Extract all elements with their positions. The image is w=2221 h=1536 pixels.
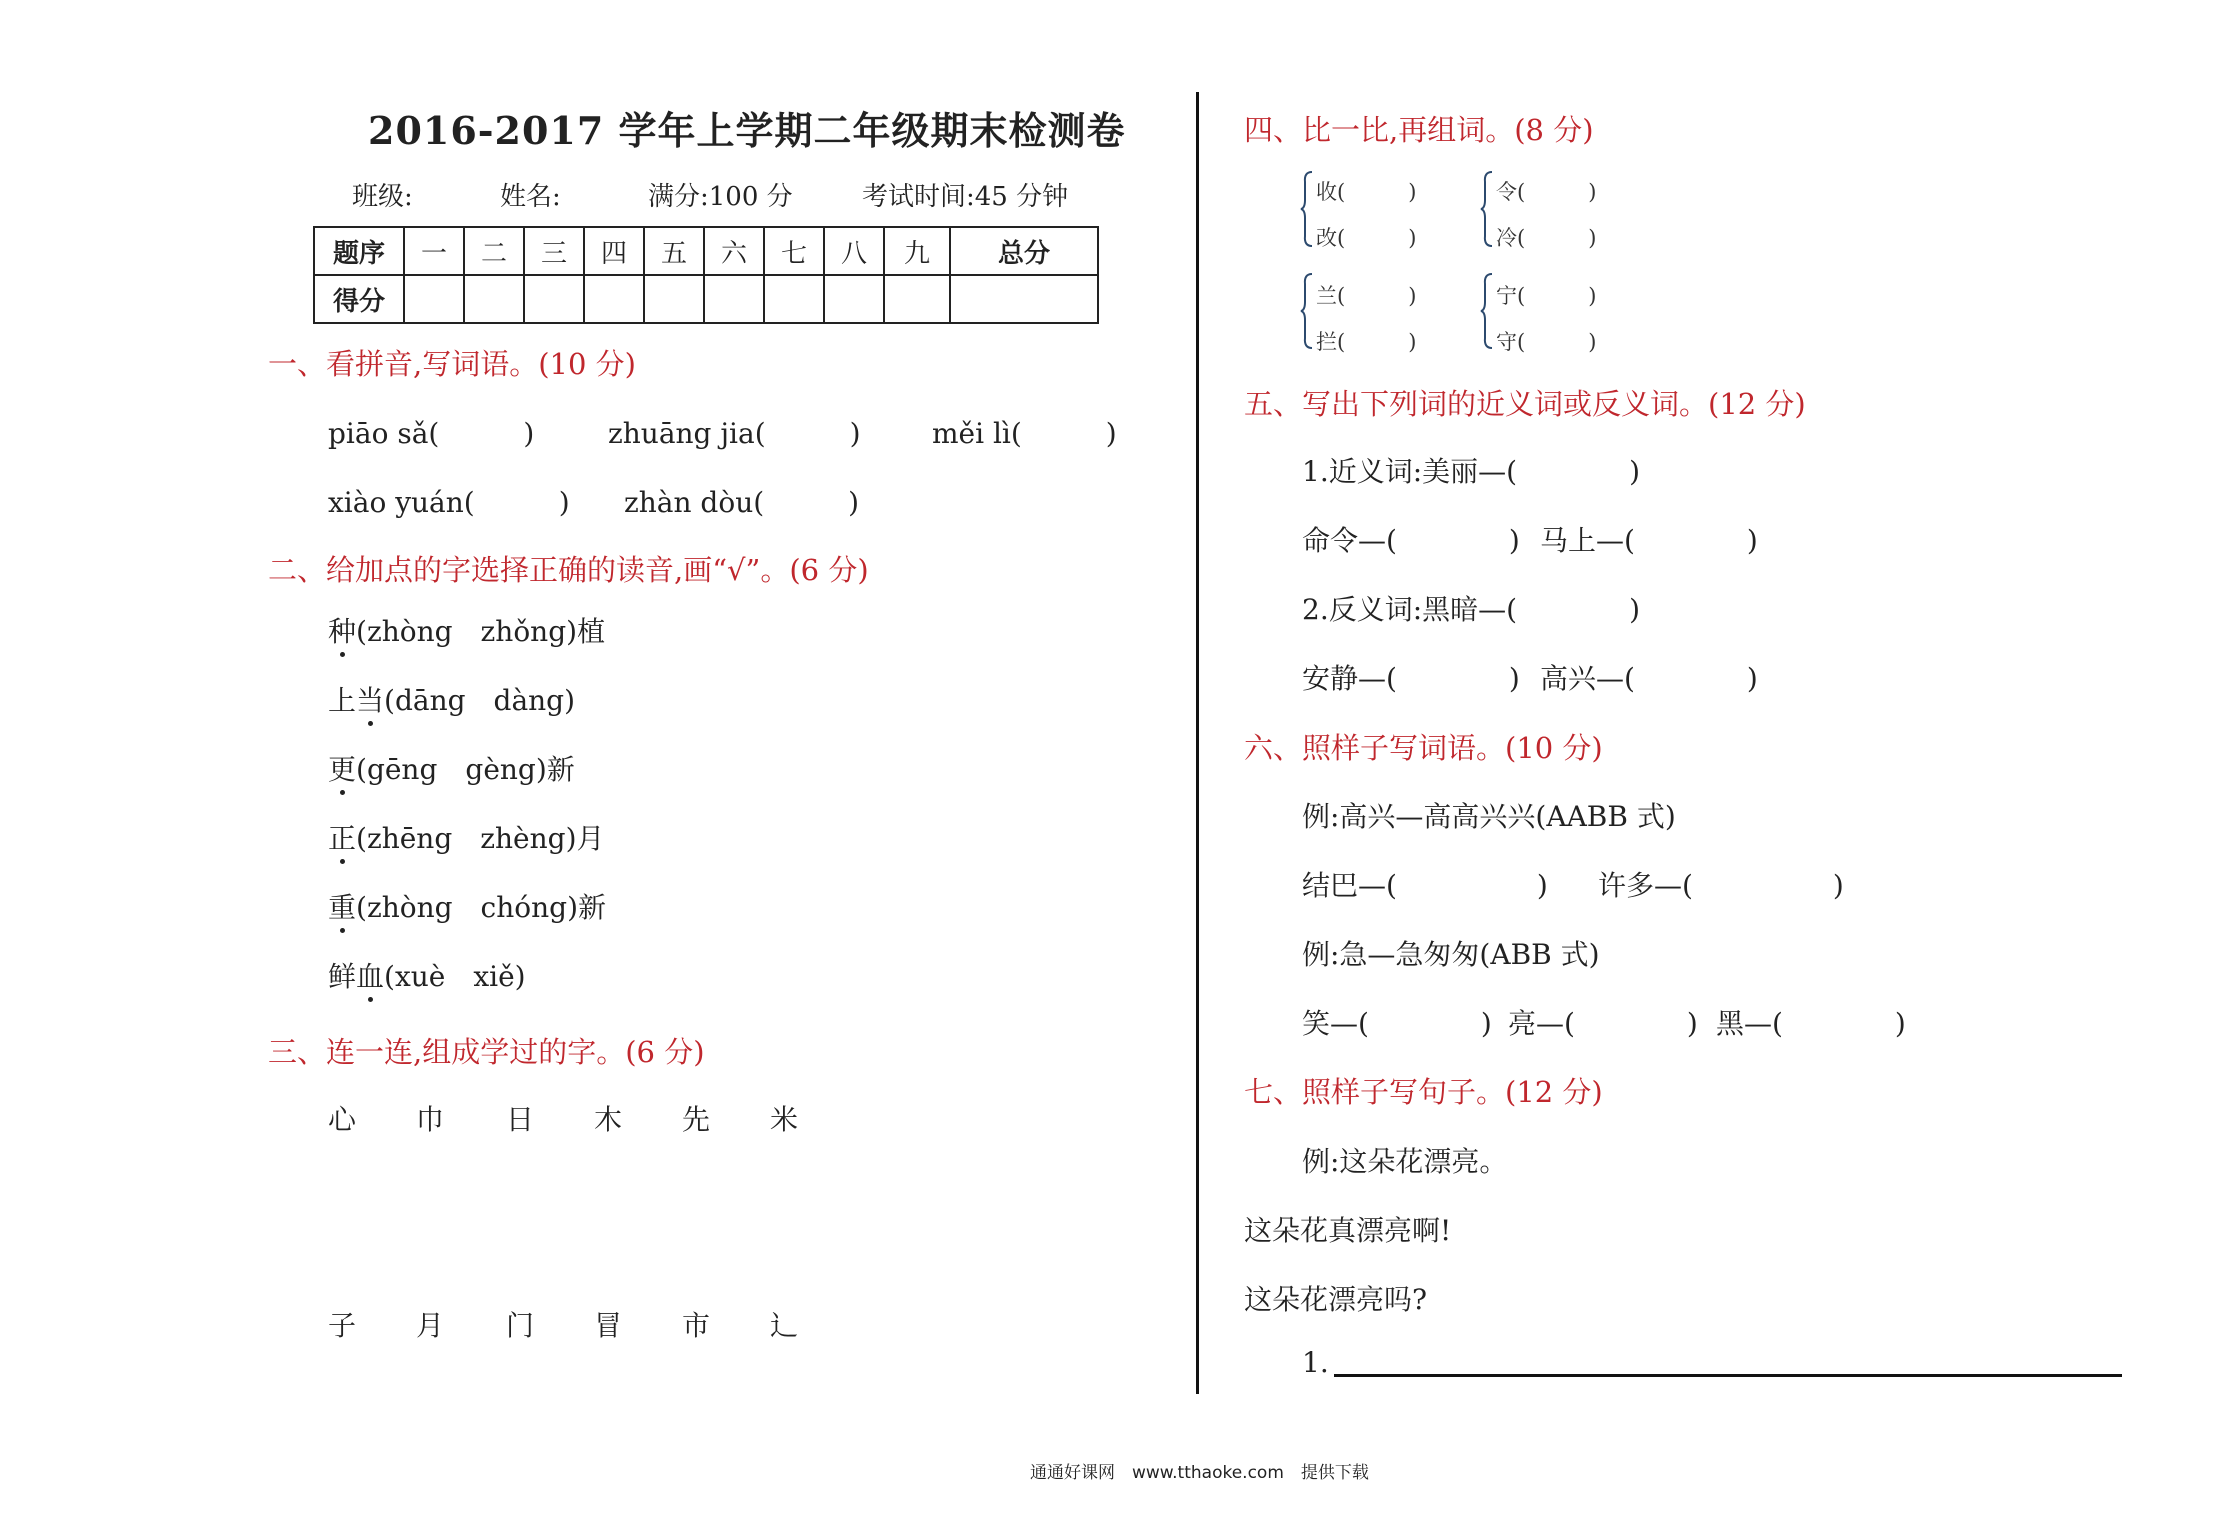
- column-divider: [1196, 92, 1199, 1394]
- row-header-score: 得分: [314, 275, 404, 323]
- match-bottom-char[interactable]: 门: [506, 1309, 535, 1342]
- pinyin-item: xiào yuán( ): [328, 486, 570, 519]
- compare-word: 宁( ): [1496, 284, 1597, 308]
- compare-word: 收( ): [1316, 180, 1417, 204]
- reading-options: (dāng dàng): [384, 684, 576, 717]
- score-cell[interactable]: [404, 275, 464, 323]
- synonym-line: 1.近义词:美丽—( ): [1302, 455, 1640, 488]
- match-top-char[interactable]: 米: [770, 1103, 799, 1136]
- section4-heading: 四、比一比,再组词。(8 分): [1244, 113, 1594, 147]
- class-label: 班级:: [352, 182, 413, 212]
- footer-text: 通通好课网 www.tthaoke.com 提供下载: [1030, 1463, 1369, 1483]
- col-5: 五: [644, 227, 704, 275]
- word-item: 笑—( ): [1302, 1007, 1492, 1040]
- compare-word: 改( ): [1316, 226, 1417, 250]
- reading-item: [328, 817, 605, 857]
- antonym-line: 2.反义词:黑暗—( ): [1302, 593, 1640, 626]
- question-number: 1.: [1302, 1346, 1329, 1379]
- page-title: 2016-2017 学年上学期二年级期末检测卷: [368, 108, 1126, 153]
- score-cell[interactable]: [464, 275, 524, 323]
- section3-heading: 三、连一连,组成学过的字。(6 分): [268, 1035, 705, 1069]
- reading-options: (zhòng zhǒng)植: [356, 615, 606, 648]
- score-cell[interactable]: [884, 275, 950, 323]
- word-item: 黑—( ): [1716, 1007, 1906, 1040]
- col-9: 九: [884, 227, 950, 275]
- match-top-char[interactable]: 木: [594, 1103, 623, 1136]
- match-bottom-char[interactable]: 冒: [594, 1309, 623, 1342]
- row-header-order: 题序: [314, 227, 404, 275]
- example-line: 例:急—急匆匆(ABB 式): [1302, 938, 1600, 971]
- reading-options: (gēng gèng)新: [356, 753, 575, 786]
- score-cell[interactable]: [704, 275, 764, 323]
- left-brace-icon: [1480, 272, 1494, 350]
- left-brace-icon: [1300, 272, 1314, 350]
- word-item: 亮—( ): [1508, 1007, 1698, 1040]
- score-cell[interactable]: [824, 275, 884, 323]
- score-cell[interactable]: [644, 275, 704, 323]
- dotted-char: 重: [328, 891, 357, 924]
- match-top-char[interactable]: 心: [328, 1103, 357, 1136]
- full-score: 满分:100 分: [648, 182, 793, 212]
- col-6: 六: [704, 227, 764, 275]
- antonym-item: 高兴—( ): [1540, 662, 1758, 695]
- word-item: 许多—( ): [1598, 869, 1844, 902]
- pinyin-item: zhuāng jia( ): [608, 417, 861, 450]
- col-8: 八: [824, 227, 884, 275]
- score-cell-total[interactable]: [950, 275, 1098, 323]
- dotted-char: 血: [356, 960, 385, 993]
- score-cell[interactable]: [524, 275, 584, 323]
- example-line: 例:高兴—高高兴兴(AABB 式): [1302, 800, 1676, 833]
- col-7: 七: [764, 227, 824, 275]
- name-label: 姓名:: [500, 182, 561, 212]
- plain-char: 上: [328, 684, 357, 717]
- compare-word: 冷( ): [1496, 226, 1597, 250]
- section6-heading: 六、照样子写词语。(10 分): [1244, 731, 1603, 765]
- pinyin-item: piāo sǎ( ): [328, 417, 535, 450]
- reading-item: [328, 886, 606, 926]
- left-brace-icon: [1480, 170, 1494, 248]
- score-table-score-row: [314, 275, 1098, 323]
- synonym-item: 命令—( ): [1302, 524, 1520, 557]
- compare-word: 令( ): [1496, 180, 1597, 204]
- col-2: 二: [464, 227, 524, 275]
- synonym-item: 马上—( ): [1540, 524, 1758, 557]
- section5-heading: 五、写出下列词的近义词或反义词。(12 分): [1244, 387, 1806, 421]
- score-table: [313, 226, 1099, 324]
- example-sentence: 这朵花漂亮吗?: [1244, 1283, 1428, 1316]
- pinyin-item: měi lì( ): [932, 417, 1117, 450]
- col-3: 三: [524, 227, 584, 275]
- score-table-header-row: [314, 227, 1098, 275]
- section7-heading: 七、照样子写句子。(12 分): [1244, 1075, 1603, 1109]
- plain-char: 鲜: [328, 960, 357, 993]
- reading-item: [328, 748, 575, 788]
- compare-word: 拦( ): [1316, 330, 1417, 354]
- col-1: 一: [404, 227, 464, 275]
- word-item: 结巴—( ): [1302, 869, 1548, 902]
- answer-line[interactable]: [1334, 1374, 2122, 1377]
- score-cell[interactable]: [584, 275, 644, 323]
- match-bottom-char[interactable]: 子: [328, 1309, 357, 1342]
- reading-item: [328, 610, 605, 650]
- antonym-item: 安静—( ): [1302, 662, 1520, 695]
- reading-options: (xuè xiě): [384, 960, 526, 993]
- section1-heading: 一、看拼音,写词语。(10 分): [268, 347, 636, 381]
- dotted-char: 种: [328, 615, 357, 648]
- exam-time: 考试时间:45 分钟: [862, 182, 1069, 212]
- reading-options: (zhòng chóng)新: [356, 891, 606, 924]
- pinyin-item: zhàn dòu( ): [624, 486, 860, 519]
- match-bottom-char[interactable]: 月: [416, 1309, 445, 1342]
- match-bottom-char[interactable]: 市: [682, 1309, 711, 1342]
- compare-word: 守( ): [1496, 330, 1597, 354]
- example-line: 例:这朵花漂亮。: [1302, 1145, 1508, 1178]
- reading-item: [328, 955, 526, 995]
- match-top-char[interactable]: 先: [682, 1103, 711, 1136]
- reading-options: (zhēng zhèng)月: [356, 822, 605, 855]
- reading-item: [328, 679, 575, 719]
- compare-word: 兰( ): [1316, 284, 1417, 308]
- example-sentence: 这朵花真漂亮啊!: [1244, 1214, 1452, 1247]
- col-total: 总分: [950, 227, 1098, 275]
- col-4: 四: [584, 227, 644, 275]
- score-cell[interactable]: [764, 275, 824, 323]
- dotted-char: 正: [328, 822, 357, 855]
- left-brace-icon: [1300, 170, 1314, 248]
- match-bottom-char[interactable]: 辶: [770, 1309, 799, 1342]
- dotted-char: 当: [356, 684, 385, 717]
- match-top-char[interactable]: 巾: [416, 1103, 445, 1136]
- dotted-char: 更: [328, 753, 357, 786]
- match-top-char[interactable]: 日: [506, 1103, 535, 1136]
- section2-heading: 二、给加点的字选择正确的读音,画“√”。(6 分): [268, 553, 869, 587]
